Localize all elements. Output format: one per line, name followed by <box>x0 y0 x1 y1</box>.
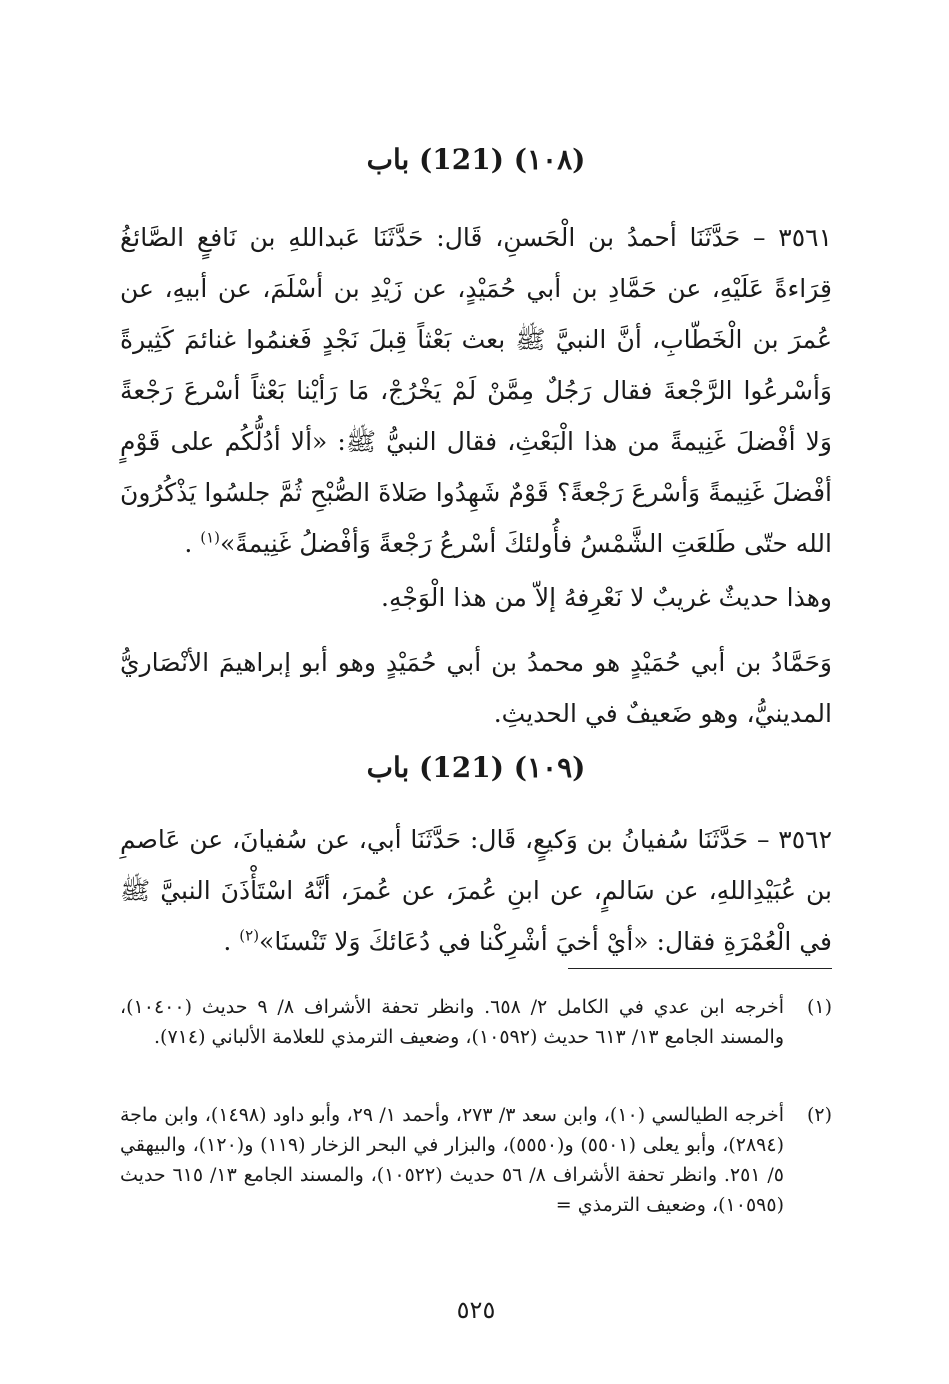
chapter-heading: (١٠٩) (121) باب <box>366 751 586 784</box>
narrator-comment: وَحَمَّادُ بن أبي حُمَيْدٍ هو محمدُ بن أبي حُمَيْدٍ وهو أبو إبراهيمَ الأنْصَاريُّ المدينيُّ، وهو ضَعيفٌ في الحديثِ. <box>120 648 832 728</box>
footnote <box>120 992 832 1052</box>
footnote-reference: (٢) <box>239 926 260 945</box>
chapter-heading: (١٠٨) (121) باب <box>366 143 586 176</box>
footnote-text: أخرجه الطيالسي (١٠)، وابن سعد ٣/ ٢٧٣، وأحمد ١/ ٢٩، وأبو داود (١٤٩٨)، وابن ماجة (٢٨٩٤)، وأبو يعلى (٥٥٠١) و(٥٥٥٠)، والبزار في البحر الزخار (١١٩) و(١٢٠)، والبيهقي ٥/ ٢٥١. وانظر تحفة الأشراف ٨/ ٥٦ حديث (١٠٥٢٢)، والمسند الجامع ١٣/ ٦١٥ حديث (١٠٥٩٥)، وضعيف الترمذي = <box>120 1104 785 1216</box>
footnote-separator <box>568 968 832 969</box>
hadith-comment: وهذا حديثٌ غريبٌ لا نَعْرِفهُ إلاّ من هذا الْوَجْهِ. <box>381 583 832 612</box>
hadith-text <box>120 212 832 569</box>
footnote-number: (٢) <box>806 1104 832 1126</box>
footnote-reference: (١) <box>200 528 220 547</box>
hadith-body: ٣٥٦٢ – حَدَّثَنَا سُفيانُ بن وَكيعٍ، قَال: حَدَّثَنَا أبي، عن سُفيانَ، عن عَاصمِ بن عُبَيْدِاللهِ، عن سَالمٍ، عن ابنِ عُمرَ، عن عُمرَ، أنَّهُ اسْتَأْذَنَ النبيَّ ﷺ في الْعُمْرَةِ فقال: «أيْ أخيَ أشْرِكْنا في دُعَائكَ وَلا تَنْسنَا» <box>120 825 832 956</box>
hadith-body: ٣٥٦١ – حَدَّثَنَا أحمدُ بن الْحَسنِ، قَال: حَدَّثَنَا عَبداللهِ بن نَافعٍ الصَّائغُ قِرَاءةً عَلَيْهِ، عن حَمَّادِ بن أبي حُمَيْدٍ، عن زَيْدِ بن أسْلَمَ، عن أبيهِ، عن عُمرَ بن الْخَطّابِ، أنَّ النبيَّ ﷺ بعث بَعْثاً قِبلَ نَجْدٍ فَغنمُوا غنائمَ كَثِيرةً وَأسْرعُوا الرَّجْعةَ فقال رَجُلٌ مِمَّنْ لَمْ يَخْرُجْ، مَا رَأيْنا بَعْثاً أسْرعَ رَجْعةً وَلا أفْضلَ غَنِيمةً من هذا الْبَعْثِ، فقال النبيُّ ﷺ: «ألا أدُلُّكُم على قَوْمٍ أفْضلَ غَنِيمةً وَأسْرعَ رَجْعةً؟ قَوْمٌ شَهِدُوا صَلاةَ الصُّبْحِ ثُمَّ جلسُوا يَذْكُرُونَ الله حتّى طَلعَتِ الشَّمْسُ فأُولئكَ أسْرعُ رَجْعةً وَأفْضلُ غَنِيمةً» <box>120 223 832 558</box>
hadith-end: . <box>184 529 201 558</box>
page-number: ٥٢٥ <box>456 1296 496 1324</box>
hadith-text <box>120 814 832 967</box>
hadith-end: . <box>223 927 240 956</box>
footnote-number: (١) <box>806 996 832 1018</box>
footnote <box>120 1100 832 1220</box>
footnote-text: أخرجه ابن عدي في الكامل ٢/ ٦٥٨. وانظر تحفة الأشراف ٨/ ٩ حديث (١٠٤٠٠)، والمسند الجامع ١٣/ ٦١٣ حديث (١٠٥٩٢)، وضعيف الترمذي للعلامة الألباني (٧١٤). <box>120 996 784 1048</box>
